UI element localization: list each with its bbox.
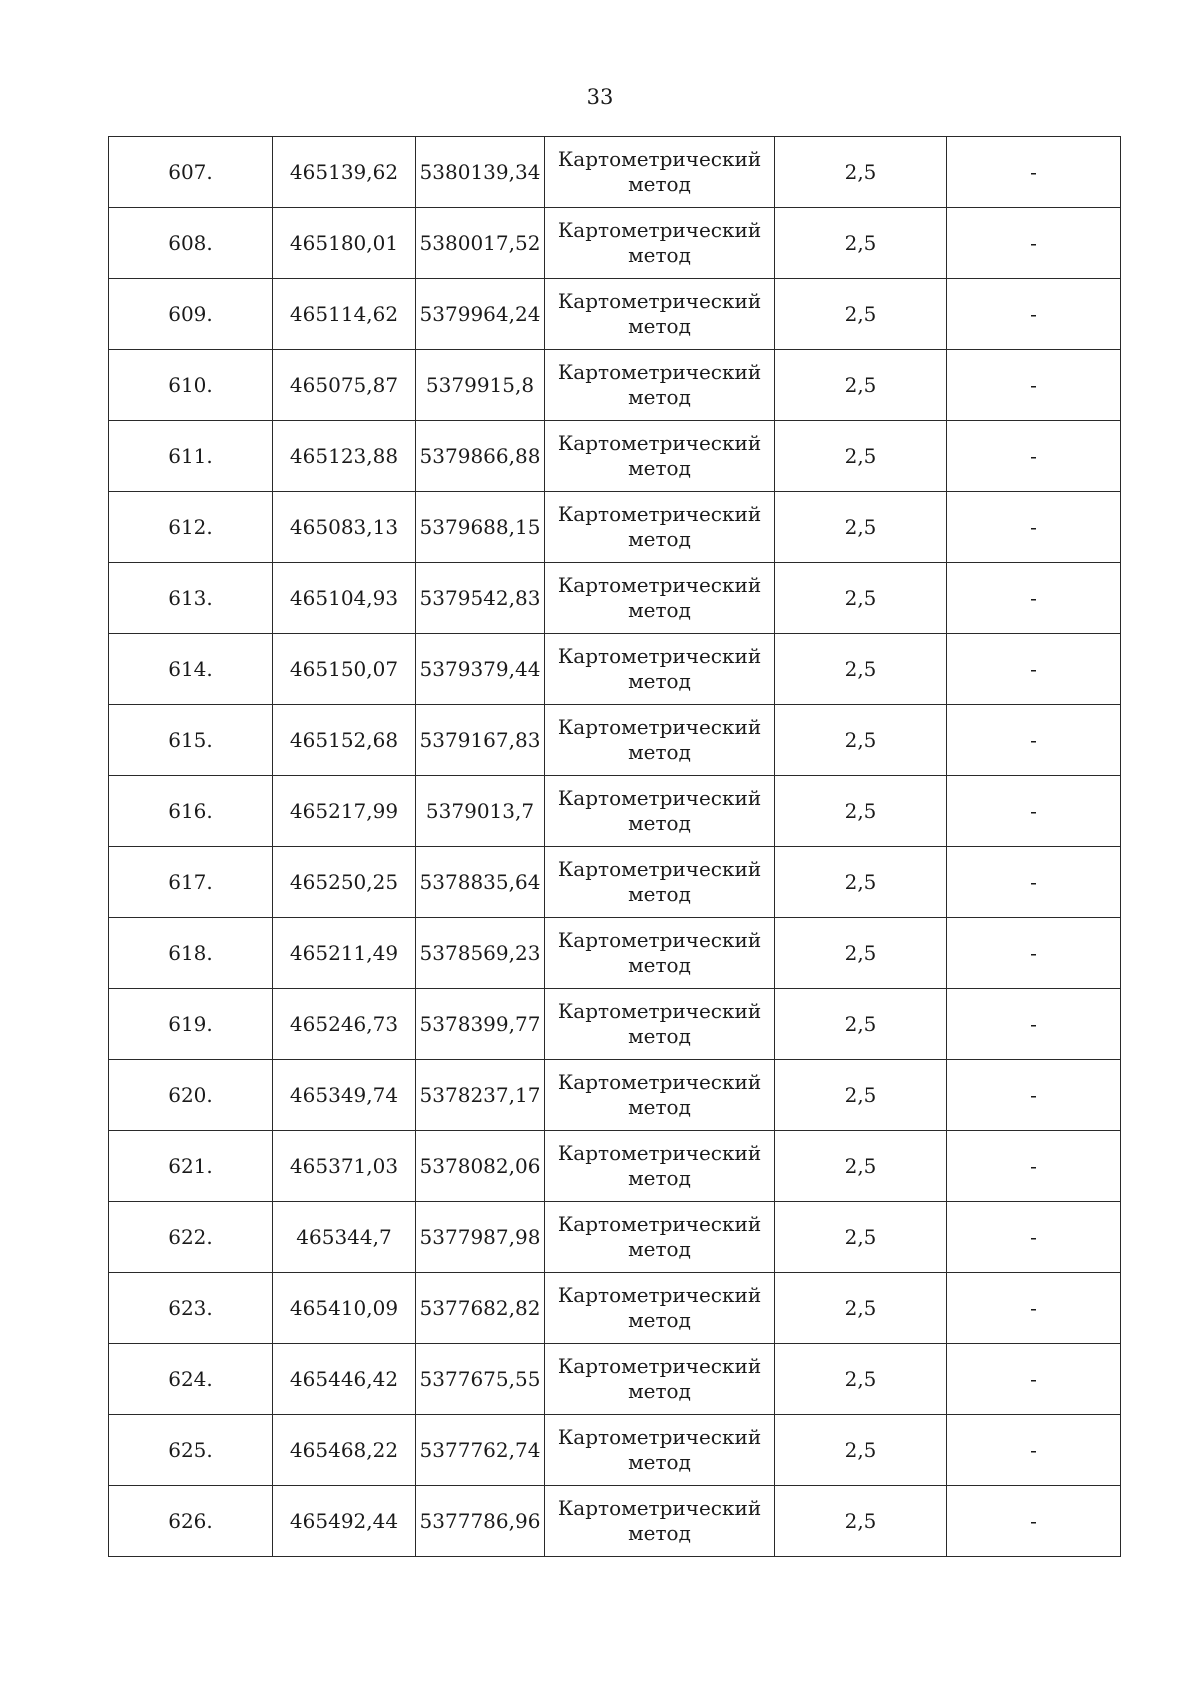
table-row (109, 1273, 1121, 1344)
table-row (109, 279, 1121, 350)
method-cell: Картометрический метод (545, 847, 775, 918)
coordinate-y-cell: 5377762,74 (416, 1415, 545, 1486)
table-row (109, 421, 1121, 492)
point-number-cell: 624. (109, 1344, 273, 1415)
method-cell: Картометрический метод (545, 421, 775, 492)
table-row (109, 1486, 1121, 1557)
method-cell: Картометрический метод (545, 989, 775, 1060)
coordinate-y-cell: 5377682,82 (416, 1273, 545, 1344)
method-cell: Картометрический метод (545, 1273, 775, 1344)
accuracy-cell: 2,5 (775, 563, 947, 634)
note-cell: - (947, 1344, 1121, 1415)
accuracy-cell: 2,5 (775, 421, 947, 492)
coordinate-x-cell: 465217,99 (273, 776, 416, 847)
coordinate-y-cell: 5379379,44 (416, 634, 545, 705)
coordinate-y-cell: 5379866,88 (416, 421, 545, 492)
coordinate-x-cell: 465104,93 (273, 563, 416, 634)
point-number-cell: 626. (109, 1486, 273, 1557)
table-row (109, 1344, 1121, 1415)
coordinate-y-cell: 5379688,15 (416, 492, 545, 563)
table-row (109, 776, 1121, 847)
point-number-cell: 607. (109, 137, 273, 208)
accuracy-cell: 2,5 (775, 208, 947, 279)
coordinate-y-cell: 5377786,96 (416, 1486, 545, 1557)
coordinate-x-cell: 465083,13 (273, 492, 416, 563)
point-number-cell: 621. (109, 1131, 273, 1202)
coordinate-x-cell: 465150,07 (273, 634, 416, 705)
accuracy-cell: 2,5 (775, 1486, 947, 1557)
coordinate-y-cell: 5379542,83 (416, 563, 545, 634)
method-cell: Картометрический метод (545, 350, 775, 421)
accuracy-cell: 2,5 (775, 918, 947, 989)
accuracy-cell: 2,5 (775, 634, 947, 705)
note-cell: - (947, 776, 1121, 847)
point-number-cell: 617. (109, 847, 273, 918)
method-cell: Картометрический метод (545, 1060, 775, 1131)
accuracy-cell: 2,5 (775, 1415, 947, 1486)
coordinates-table (108, 136, 1121, 1557)
accuracy-cell: 2,5 (775, 1202, 947, 1273)
point-number-cell: 625. (109, 1415, 273, 1486)
point-number-cell: 618. (109, 918, 273, 989)
point-number-cell: 620. (109, 1060, 273, 1131)
note-cell: - (947, 208, 1121, 279)
page-number: 33 (586, 85, 614, 109)
point-number-cell: 608. (109, 208, 273, 279)
table-row (109, 705, 1121, 776)
accuracy-cell: 2,5 (775, 1344, 947, 1415)
coordinate-x-cell: 465468,22 (273, 1415, 416, 1486)
coordinate-x-cell: 465114,62 (273, 279, 416, 350)
method-cell: Картометрический метод (545, 279, 775, 350)
point-number-cell: 622. (109, 1202, 273, 1273)
point-number-cell: 616. (109, 776, 273, 847)
coordinate-x-cell: 465075,87 (273, 350, 416, 421)
coordinate-x-cell: 465211,49 (273, 918, 416, 989)
note-cell: - (947, 634, 1121, 705)
method-cell: Картометрический метод (545, 563, 775, 634)
accuracy-cell: 2,5 (775, 705, 947, 776)
table-row (109, 847, 1121, 918)
accuracy-cell: 2,5 (775, 1131, 947, 1202)
table-row (109, 1202, 1121, 1273)
point-number-cell: 615. (109, 705, 273, 776)
coordinate-y-cell: 5378237,17 (416, 1060, 545, 1131)
accuracy-cell: 2,5 (775, 847, 947, 918)
table-row (109, 634, 1121, 705)
coordinate-x-cell: 465123,88 (273, 421, 416, 492)
coordinate-x-cell: 465446,42 (273, 1344, 416, 1415)
coordinate-y-cell: 5379915,8 (416, 350, 545, 421)
point-number-cell: 613. (109, 563, 273, 634)
table-row (109, 918, 1121, 989)
coordinate-y-cell: 5379013,7 (416, 776, 545, 847)
accuracy-cell: 2,5 (775, 776, 947, 847)
method-cell: Картометрический метод (545, 1202, 775, 1273)
point-number-cell: 609. (109, 279, 273, 350)
note-cell: - (947, 918, 1121, 989)
point-number-cell: 610. (109, 350, 273, 421)
coordinate-y-cell: 5378399,77 (416, 989, 545, 1060)
point-number-cell: 619. (109, 989, 273, 1060)
accuracy-cell: 2,5 (775, 1273, 947, 1344)
coordinate-x-cell: 465371,03 (273, 1131, 416, 1202)
accuracy-cell: 2,5 (775, 279, 947, 350)
note-cell: - (947, 563, 1121, 634)
note-cell: - (947, 279, 1121, 350)
table-row (109, 208, 1121, 279)
note-cell: - (947, 989, 1121, 1060)
coordinate-x-cell: 465344,7 (273, 1202, 416, 1273)
coordinate-y-cell: 5377675,55 (416, 1344, 545, 1415)
method-cell: Картометрический метод (545, 634, 775, 705)
method-cell: Картометрический метод (545, 1344, 775, 1415)
method-cell: Картометрический метод (545, 208, 775, 279)
point-number-cell: 623. (109, 1273, 273, 1344)
method-cell: Картометрический метод (545, 492, 775, 563)
method-cell: Картометрический метод (545, 1486, 775, 1557)
note-cell: - (947, 421, 1121, 492)
coordinates-table-body (109, 137, 1121, 1557)
table-row (109, 1131, 1121, 1202)
coordinate-y-cell: 5379964,24 (416, 279, 545, 350)
accuracy-cell: 2,5 (775, 350, 947, 421)
coordinate-y-cell: 5378082,06 (416, 1131, 545, 1202)
coordinate-x-cell: 465410,09 (273, 1273, 416, 1344)
method-cell: Картометрический метод (545, 705, 775, 776)
table-row (109, 137, 1121, 208)
coordinate-x-cell: 465349,74 (273, 1060, 416, 1131)
method-cell: Картометрический метод (545, 1415, 775, 1486)
accuracy-cell: 2,5 (775, 1060, 947, 1131)
coordinate-x-cell: 465246,73 (273, 989, 416, 1060)
accuracy-cell: 2,5 (775, 989, 947, 1060)
note-cell: - (947, 137, 1121, 208)
coordinate-y-cell: 5380139,34 (416, 137, 545, 208)
method-cell: Картометрический метод (545, 918, 775, 989)
coordinate-y-cell: 5379167,83 (416, 705, 545, 776)
table-row (109, 350, 1121, 421)
point-number-cell: 614. (109, 634, 273, 705)
coordinate-y-cell: 5378835,64 (416, 847, 545, 918)
method-cell: Картометрический метод (545, 1131, 775, 1202)
accuracy-cell: 2,5 (775, 492, 947, 563)
note-cell: - (947, 705, 1121, 776)
note-cell: - (947, 1131, 1121, 1202)
table-row (109, 492, 1121, 563)
note-cell: - (947, 350, 1121, 421)
coordinate-x-cell: 465139,62 (273, 137, 416, 208)
note-cell: - (947, 1415, 1121, 1486)
note-cell: - (947, 1486, 1121, 1557)
point-number-cell: 612. (109, 492, 273, 563)
coordinate-y-cell: 5377987,98 (416, 1202, 545, 1273)
accuracy-cell: 2,5 (775, 137, 947, 208)
coordinate-y-cell: 5380017,52 (416, 208, 545, 279)
note-cell: - (947, 1060, 1121, 1131)
note-cell: - (947, 1202, 1121, 1273)
coordinate-x-cell: 465492,44 (273, 1486, 416, 1557)
table-row (109, 989, 1121, 1060)
coordinate-y-cell: 5378569,23 (416, 918, 545, 989)
note-cell: - (947, 847, 1121, 918)
method-cell: Картометрический метод (545, 776, 775, 847)
table-row (109, 563, 1121, 634)
coordinate-x-cell: 465152,68 (273, 705, 416, 776)
note-cell: - (947, 492, 1121, 563)
table-row (109, 1060, 1121, 1131)
table-row (109, 1415, 1121, 1486)
method-cell: Картометрический метод (545, 137, 775, 208)
coordinate-x-cell: 465250,25 (273, 847, 416, 918)
note-cell: - (947, 1273, 1121, 1344)
coordinate-x-cell: 465180,01 (273, 208, 416, 279)
point-number-cell: 611. (109, 421, 273, 492)
